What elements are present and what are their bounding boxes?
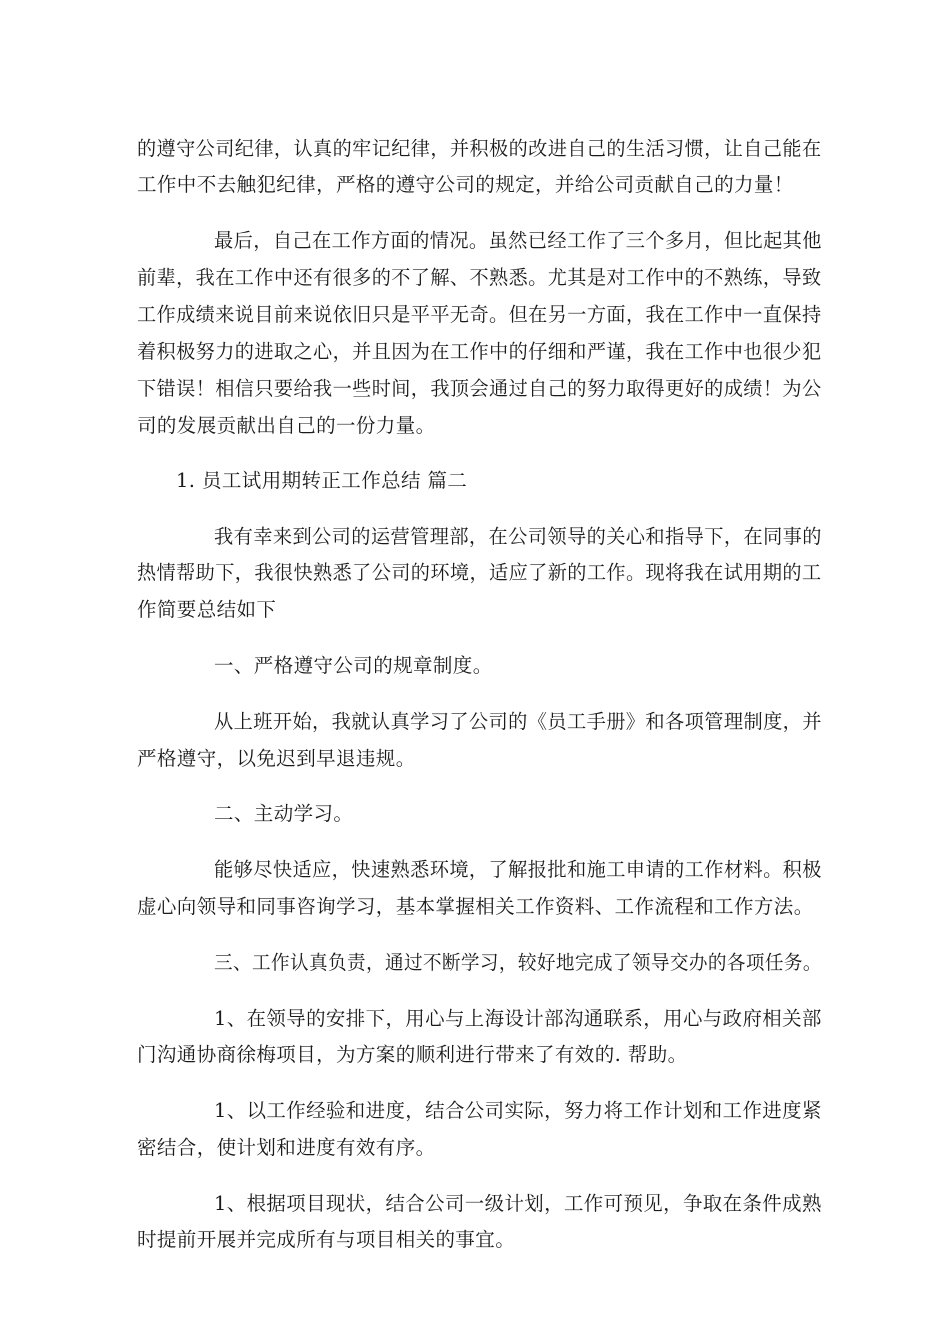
paragraph-line: 工作中不去触犯纪律，严格的遵守公司的规定，并给公司贡献自己的力量！ <box>137 173 794 196</box>
section-heading: 1. 员工试用期转正工作总结 篇二 <box>176 469 468 492</box>
paragraph-line: 司的发展贡献出自己的一份力量。 <box>137 414 436 437</box>
paragraph-line: 严格遵守，以免迟到早退违规。 <box>137 747 416 770</box>
paragraph-line: 二、主动学习。 <box>214 802 354 825</box>
paragraph-line: 最后，自己在工作方面的情况。虽然已经工作了三个多月，但比起其他 <box>214 229 822 252</box>
paragraph-line: 一、严格遵守公司的规章制度。 <box>214 654 493 677</box>
paragraph-line: 1、根据项目现状，结合公司一级计划，工作可预见，争取在条件成熟 <box>214 1192 822 1215</box>
paragraph-line: 能够尽快适应，快速熟悉环境，了解报批和施工申请的工作材料。积极 <box>214 858 822 881</box>
paragraph-line: 着积极努力的进取之心，并且因为在工作中的仔细和严谨，我在工作中也很少犯 <box>137 340 822 363</box>
paragraph-line: 三、工作认真负责，通过不断学习，较好地完成了领导交办的各项任务。 <box>214 951 822 974</box>
paragraph-line: 热情帮助下，我很快熟悉了公司的环境，适应了新的工作。现将我在试用期的工 <box>137 561 822 584</box>
paragraph-line: 从上班开始，我就认真学习了公司的《员工手册》和各项管理制度，并 <box>214 710 822 733</box>
paragraph-line: 1、在领导的安排下，用心与上海设计部沟通联系，用心与政府相关部 <box>214 1007 822 1030</box>
paragraph-line: 我有幸来到公司的运营管理部，在公司领导的关心和指导下，在同事的 <box>214 525 822 548</box>
paragraph-line: 的遵守公司纪律，认真的牢记纪律，并积极的改进自己的生活习惯，让自己能在 <box>137 137 822 160</box>
paragraph-line: 时提前开展并完成所有与项目相关的事宜。 <box>137 1228 516 1251</box>
paragraph-line: 1、以工作经验和进度，结合公司实际，努力将工作计划和工作进度紧 <box>214 1099 822 1122</box>
paragraph-line: 作简要总结如下 <box>137 598 277 621</box>
paragraph-line: 工作成绩来说目前来说依旧只是平平无奇。但在另一方面，我在工作中一直保持 <box>137 303 822 326</box>
paragraph-line: 虚心向领导和同事咨询学习，基本掌握相关工作资料、工作流程和工作方法。 <box>137 895 814 918</box>
paragraph-line: 下错误！相信只要给我一些时间，我顶会通过自己的努力取得更好的成绩！为公 <box>137 377 822 400</box>
paragraph-line: 密结合，使计划和进度有效有序。 <box>137 1136 436 1159</box>
paragraph-line: 门沟通协商徐梅项目，为方案的顺利进行带来了有效的. 帮助。 <box>137 1043 688 1066</box>
paragraph-line: 前辈，我在工作中还有很多的不了解、不熟悉。尤其是对工作中的不熟练，导致 <box>137 266 822 289</box>
